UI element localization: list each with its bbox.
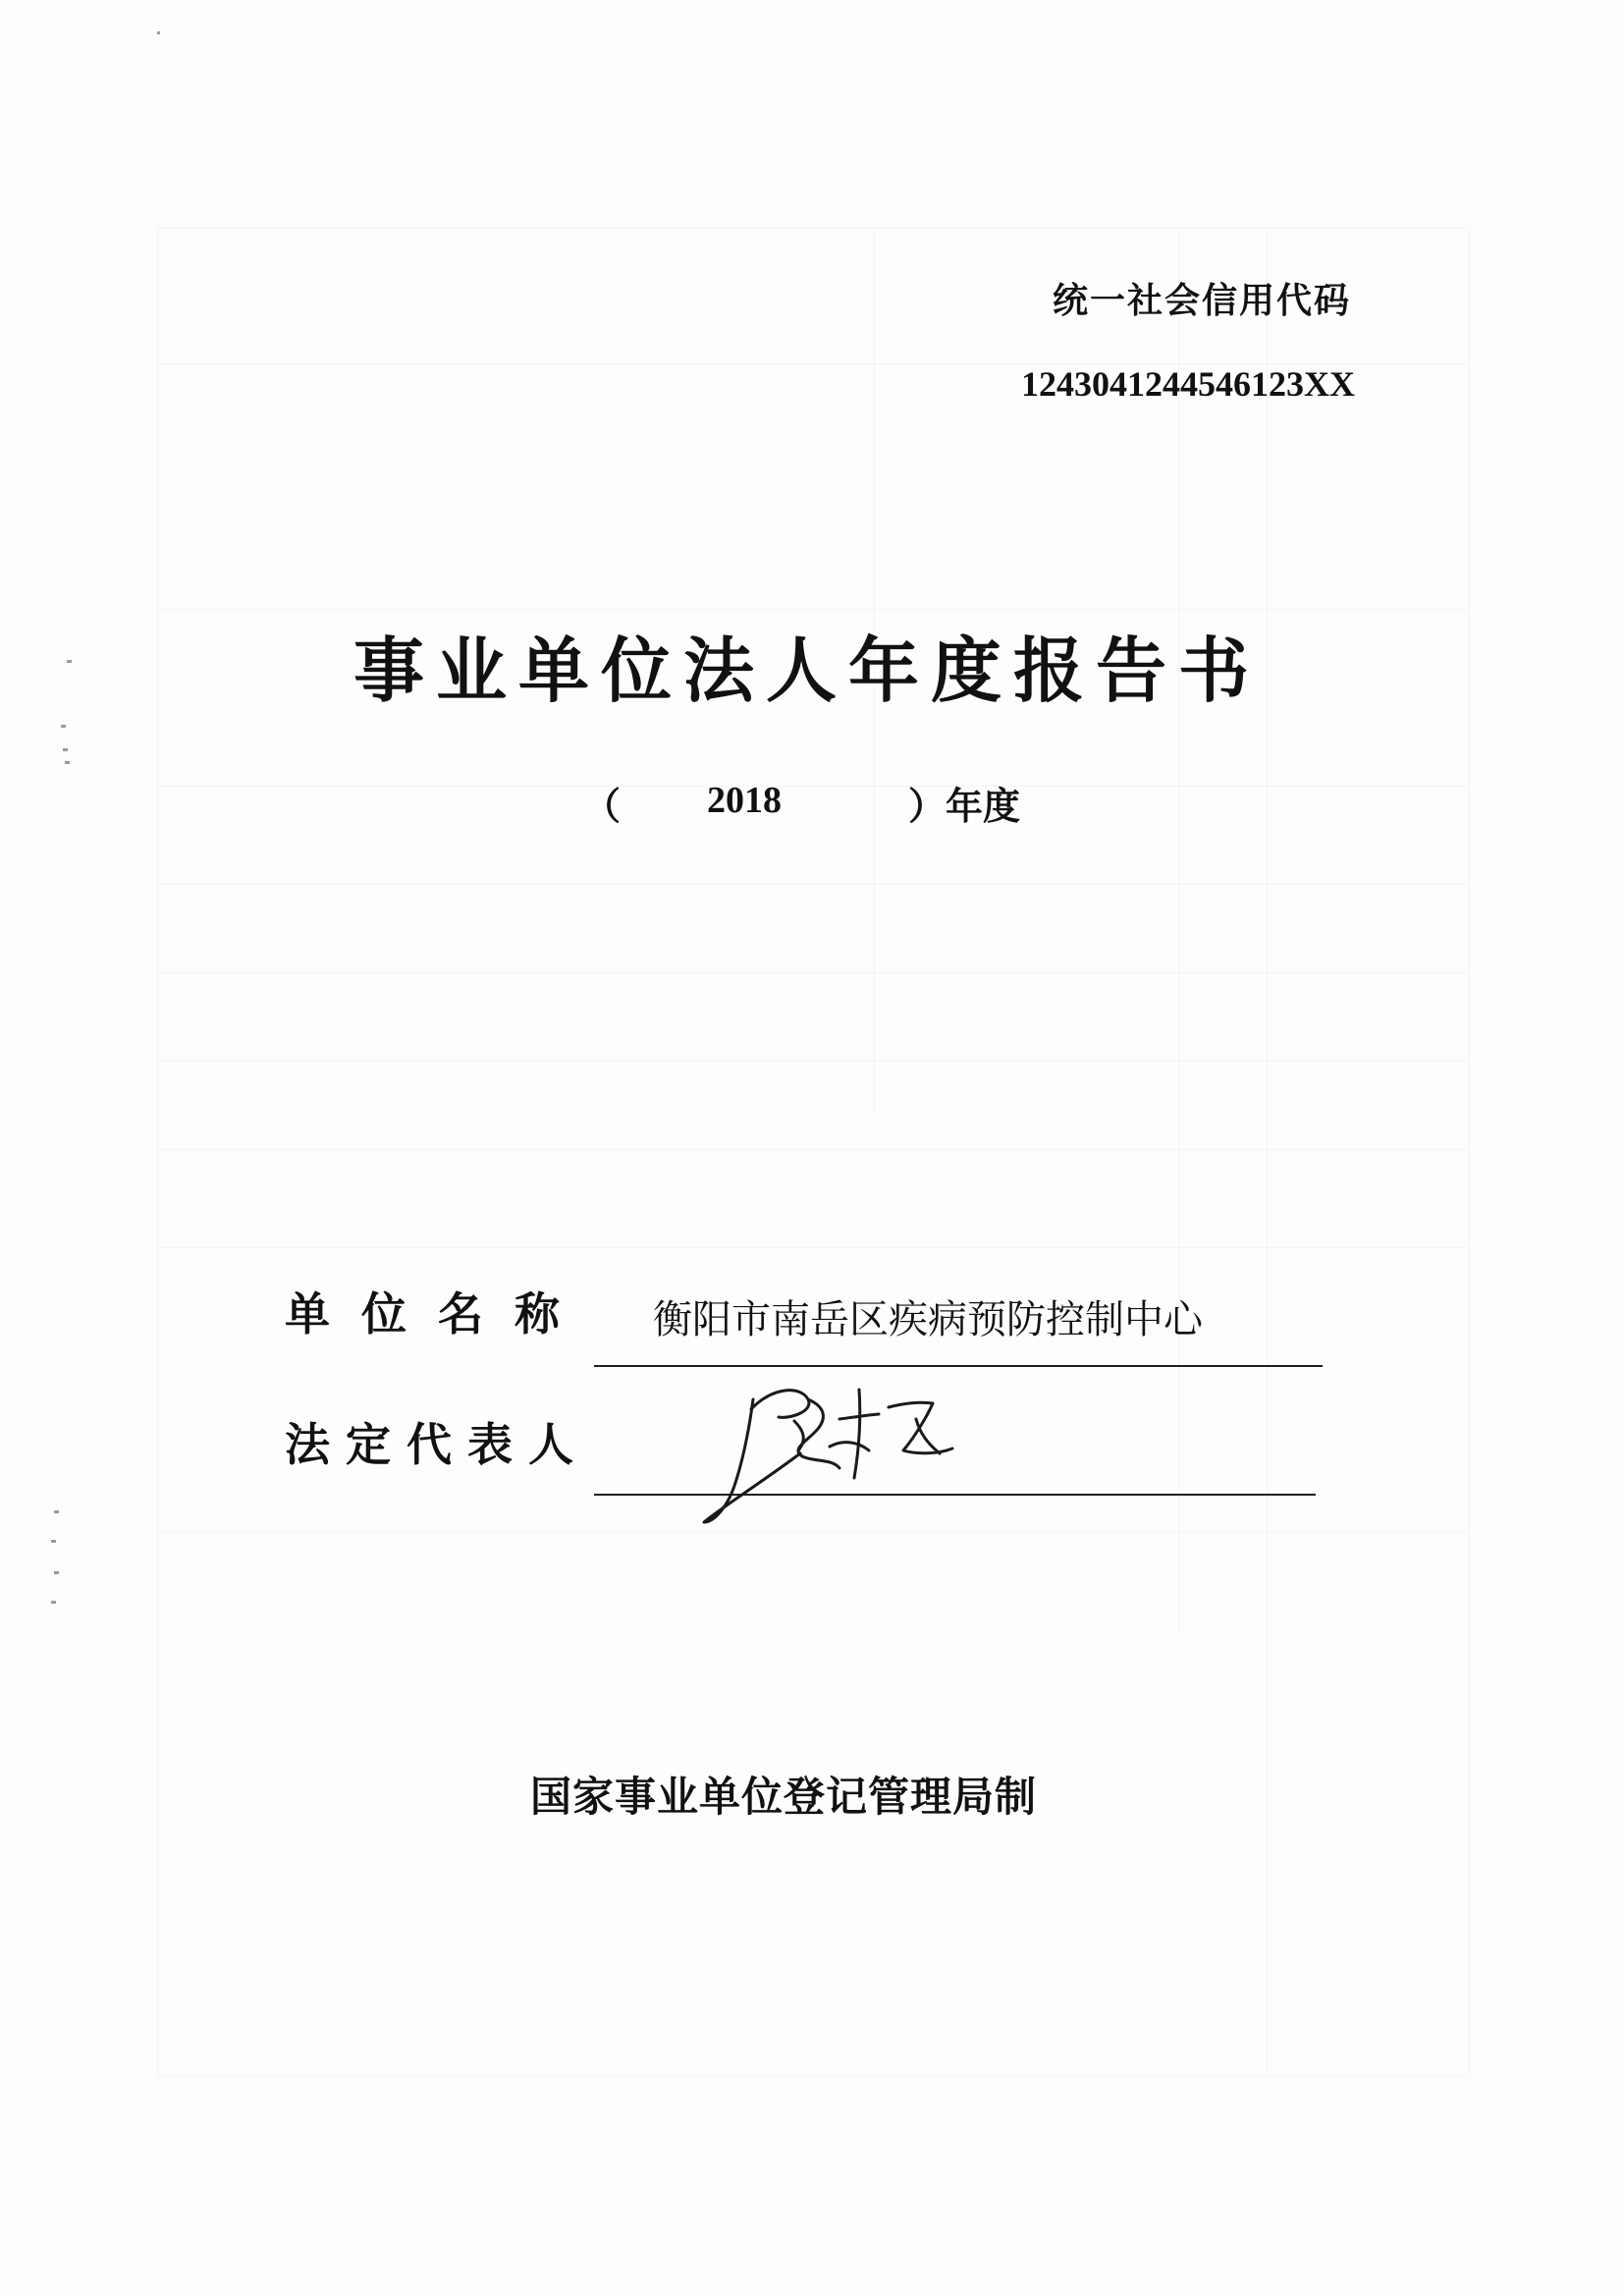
scan-speck (63, 748, 68, 751)
scan-speck (51, 1601, 56, 1604)
bleed-line (157, 884, 1468, 885)
credit-code-label: 统一社会信用代码 (1053, 281, 1352, 321)
scan-speck (157, 31, 160, 34)
bleed-line (157, 1149, 1468, 1150)
bleed-line (157, 609, 1468, 610)
bleed-line (1267, 228, 1268, 2074)
credit-code-value: 1243041244546123XX (1021, 364, 1355, 404)
scan-speck (61, 725, 66, 728)
report-year: 2018 (707, 780, 782, 821)
issuing-authority: 国家事业单位登记管理局制 (530, 1773, 1038, 1821)
unit-name-value: 衡阳市南岳区疾病预防控制中心 (653, 1297, 1203, 1342)
scan-speck (65, 761, 70, 764)
legal-rep-signature (692, 1360, 987, 1532)
scan-speck (51, 1540, 56, 1543)
scan-speck (67, 660, 72, 663)
year-open-paren: （ (583, 785, 622, 828)
bleed-line (157, 1061, 1468, 1062)
document-title: 事业单位法人年度报告书 (353, 629, 1262, 712)
scan-speck (54, 1571, 59, 1574)
year-suffix: ）年度 (908, 785, 1021, 828)
legal-rep-label: 法定代表人 (285, 1418, 589, 1471)
bleed-line (157, 1532, 1468, 1533)
bleed-line (157, 786, 1468, 787)
bleed-line (157, 972, 1468, 973)
scan-speck (54, 1510, 59, 1513)
bleed-line (157, 1247, 1468, 1248)
unit-name-label: 单位名称 (285, 1287, 591, 1340)
bleed-line (1178, 228, 1179, 1632)
